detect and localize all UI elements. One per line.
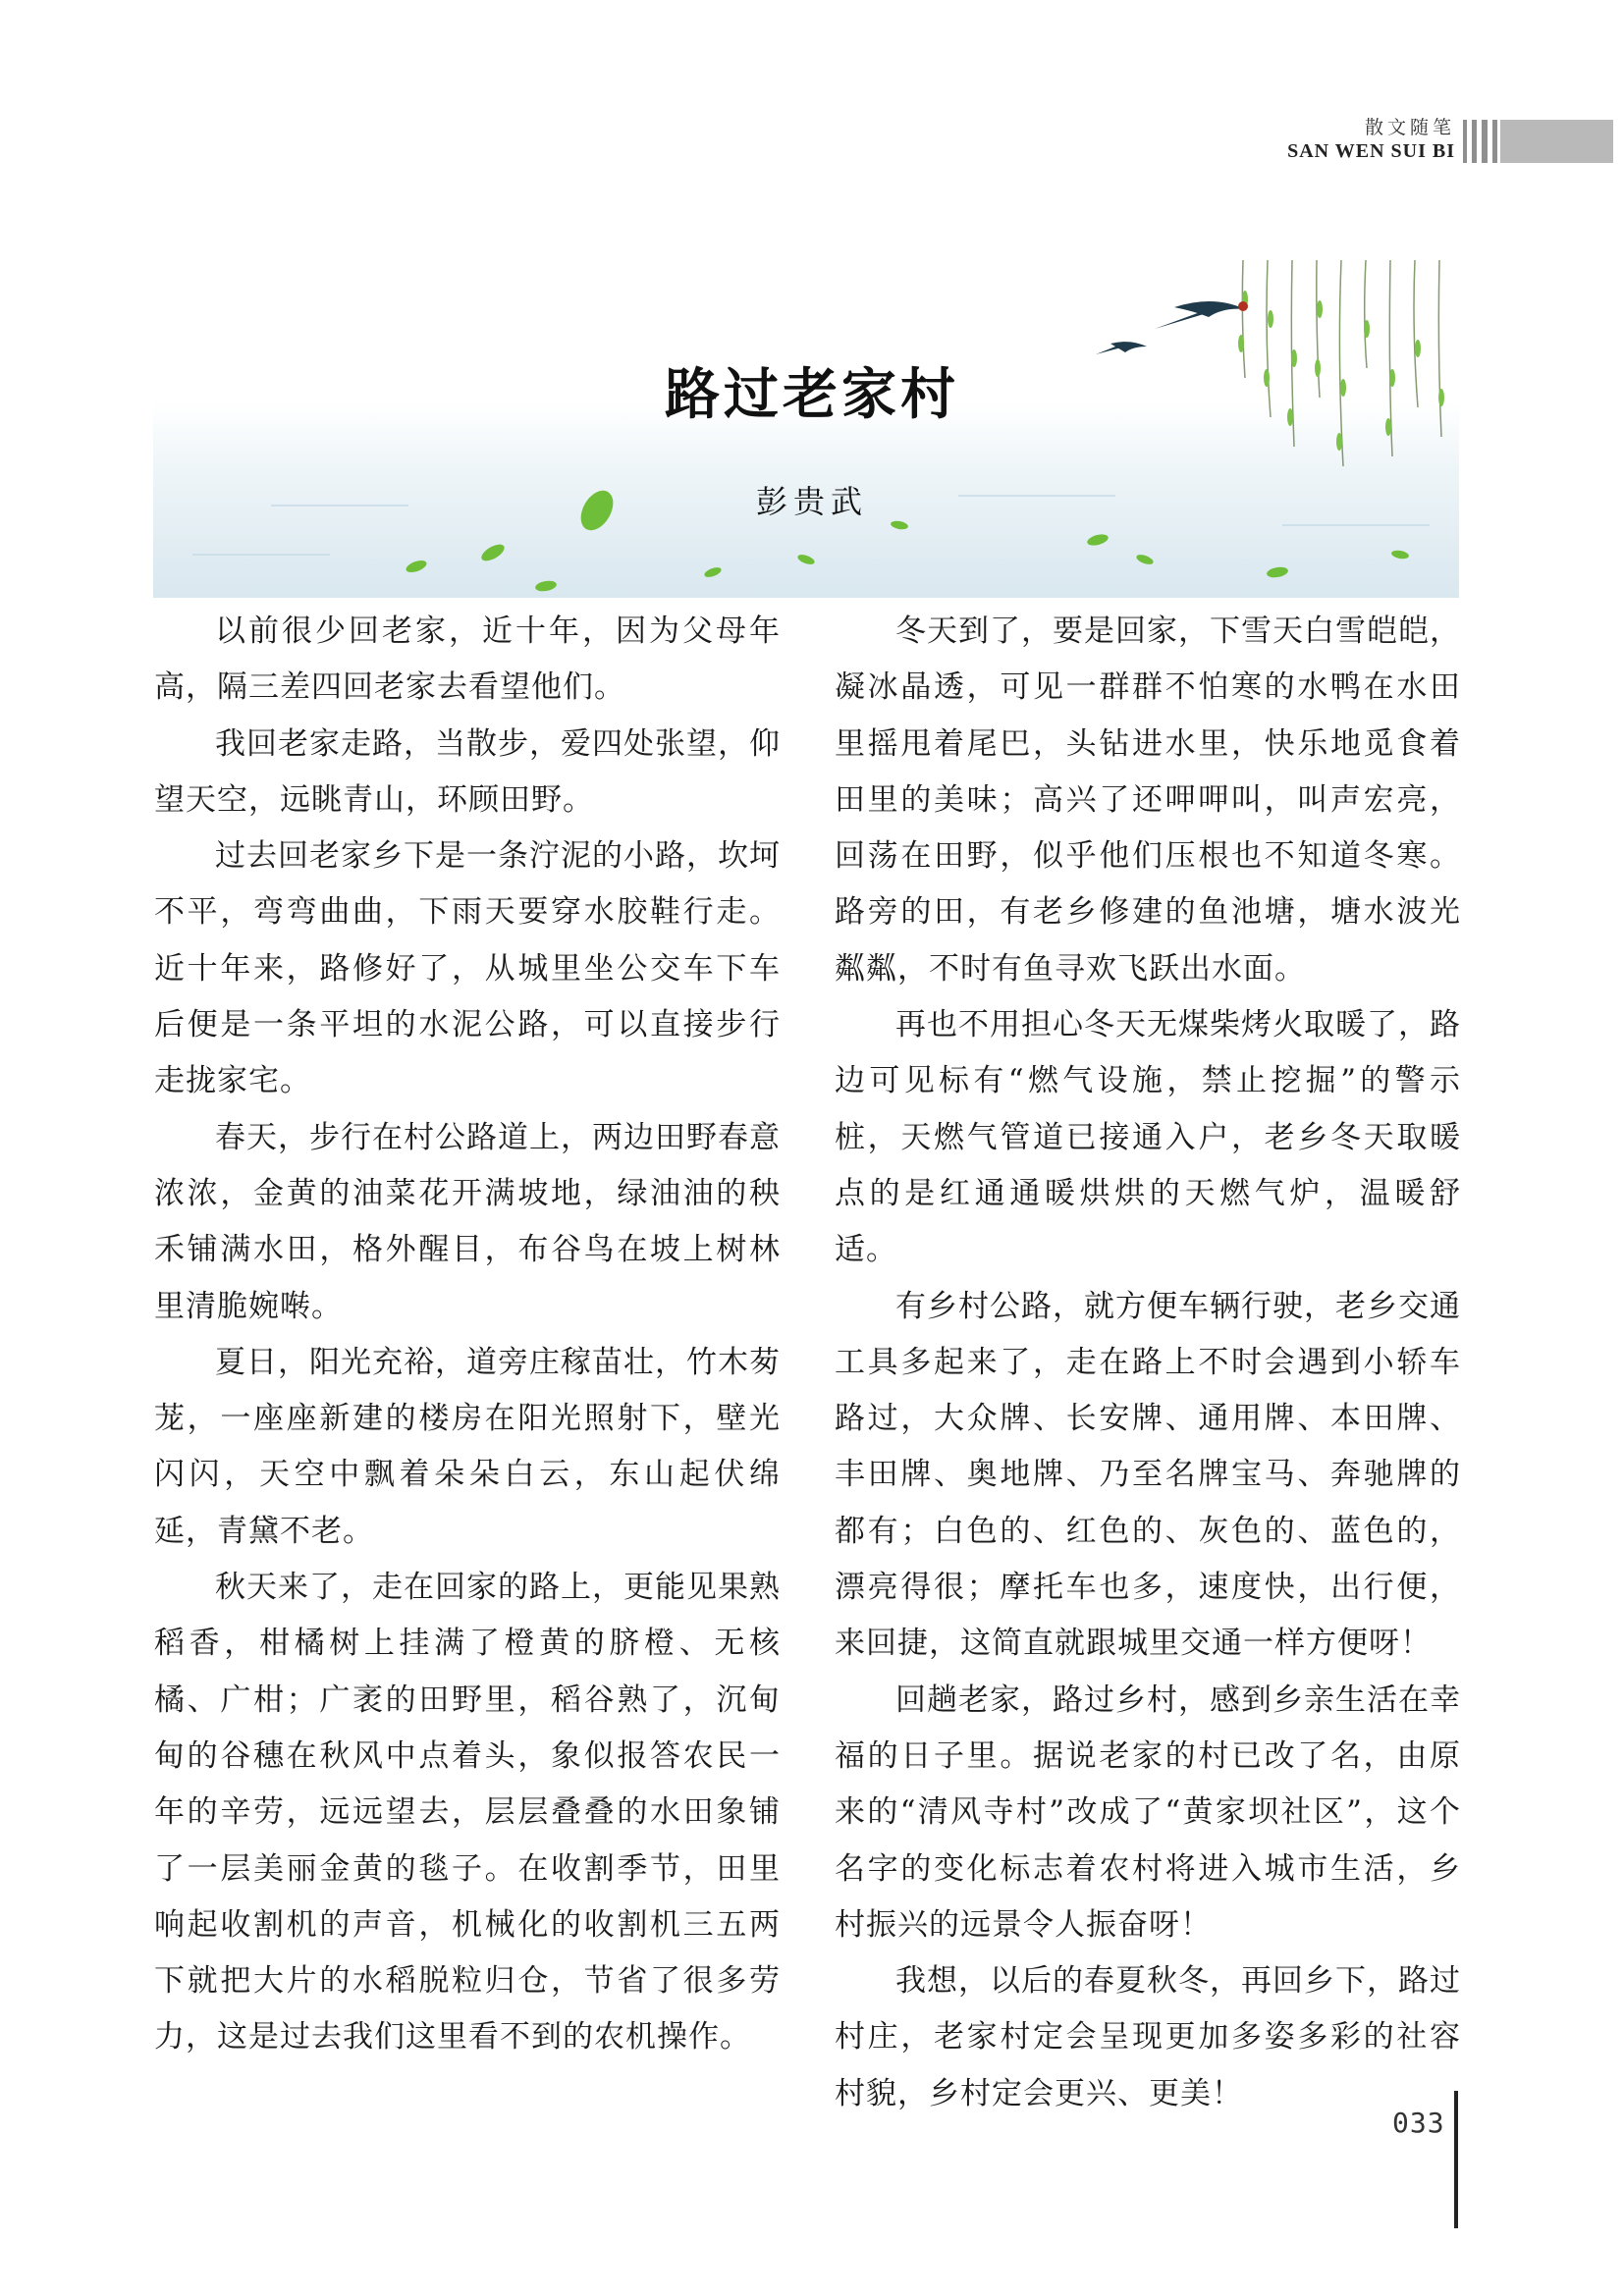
header-block <box>1500 120 1613 163</box>
paragraph: 秋天来了，走在回家的路上，更能见果熟稻香，柑橘树上挂满了橙黄的脐橙、无核橘、广柑；广袤的田野里，稻谷熟了，沉甸甸的谷穗在秋风中点着头，象似报答农民一年的辛劳，远远望去，层层叠叠的水田象铺了一层美丽金黄的毯子。在收割季节，田里响起收割机的声音，机械化的收割机三五两下就把大片的水稻脱粒归仓，节省了很多劳力，这是过去我们这里看不到的农机操作。 <box>154 1570 781 2056</box>
page-number-rule <box>1454 2091 1458 2228</box>
paragraph: 回趟老家，路过乡村，感到乡亲生活在幸福的日子里。据说老家的村已改了名，由原来的“清风寺村”改成了“黄家坝社区”，这个名字的变化标志着农村将进入城市生活，乡村振兴的远景令人振奋呀！ <box>835 1682 1461 1943</box>
paragraph: 冬天到了，要是回家，下雪天白雪皑皑，凝冰晶透，可见一群群不怕寒的水鸭在水田里摇甩着尾巴，头钻进水里，快乐地觅食着田里的美味；高兴了还呷呷叫，叫声宏亮，回荡在田野，似乎他们压根也不知道冬寒。路旁的田，有老乡修建的鱼池塘，塘水波光粼粼，不时有鱼寻欢飞跃出水面。 <box>835 614 1461 987</box>
left-column <box>154 604 781 2066</box>
paragraph: 以前很少回老家，近十年，因为父母年高，隔三差四回老家去看望他们。 <box>154 614 781 706</box>
paragraph: 有乡村公路，就方便车辆行驶，老乡交通工具多起来了，走在路上不时会遇到小轿车路过，大众牌、长安牌、通用牌、本田牌、丰田牌、奥地牌、乃至名牌宝马、奔驰牌的都有；白色的、红色的、灰色的、蓝色的，漂亮得很；摩托车也多，速度快，出行便，来回捷，这简直就跟城里交通一样方便呀！ <box>835 1288 1461 1662</box>
section-name-en: SAN WEN SUI BI <box>1287 140 1455 162</box>
page-number: 033 <box>1392 2107 1445 2139</box>
article-title: 路过老家村 <box>665 363 959 427</box>
paragraph: 过去回老家乡下是一条泞泥的小路，坎坷不平，弯弯曲曲，下雨天要穿水胶鞋行走。近十年来，路修好了，从城里坐公交车下车后便是一条平坦的水泥公路，可以直接步行走拢家宅。 <box>154 838 781 1099</box>
right-column <box>835 604 1461 2122</box>
section-name-zh: 散文随笔 <box>1364 117 1455 138</box>
paragraph: 再也不用担心冬天无煤柴烤火取暖了，路边可见标有“燃气设施，禁止挖掘”的警示桩，天燃气管道已接通入户，老乡冬天取暖点的是红通通暖烘烘的天燃气炉，温暖舒适。 <box>835 1007 1461 1268</box>
section-header <box>1287 116 1455 163</box>
paragraph: 我想，以后的春夏秋冬，再回乡下，路过村庄，老家村定会呈现更加多姿多彩的社容村貌，乡村定会更兴、更美！ <box>835 1963 1461 2111</box>
paragraph: 我回老家走路，当散步，爱四处张望，仰望天空，远眺青山，环顾田野。 <box>154 725 781 818</box>
article-author: 彭贵武 <box>755 483 868 520</box>
paragraph: 春天，步行在村公路道上，两边田野春意浓浓，金黄的油菜花开满坡地，绿油油的秧禾铺满水田，格外醒目，布谷鸟在坡上树林里清脆婉啭。 <box>154 1119 781 1324</box>
paragraph: 夏日，阳光充裕，道旁庄稼苗壮，竹木茐茏，一座座新建的楼房在阳光照射下，壁光闪闪，天空中飘着朵朵白云，东山起伏绵延，青黛不老。 <box>154 1344 781 1549</box>
